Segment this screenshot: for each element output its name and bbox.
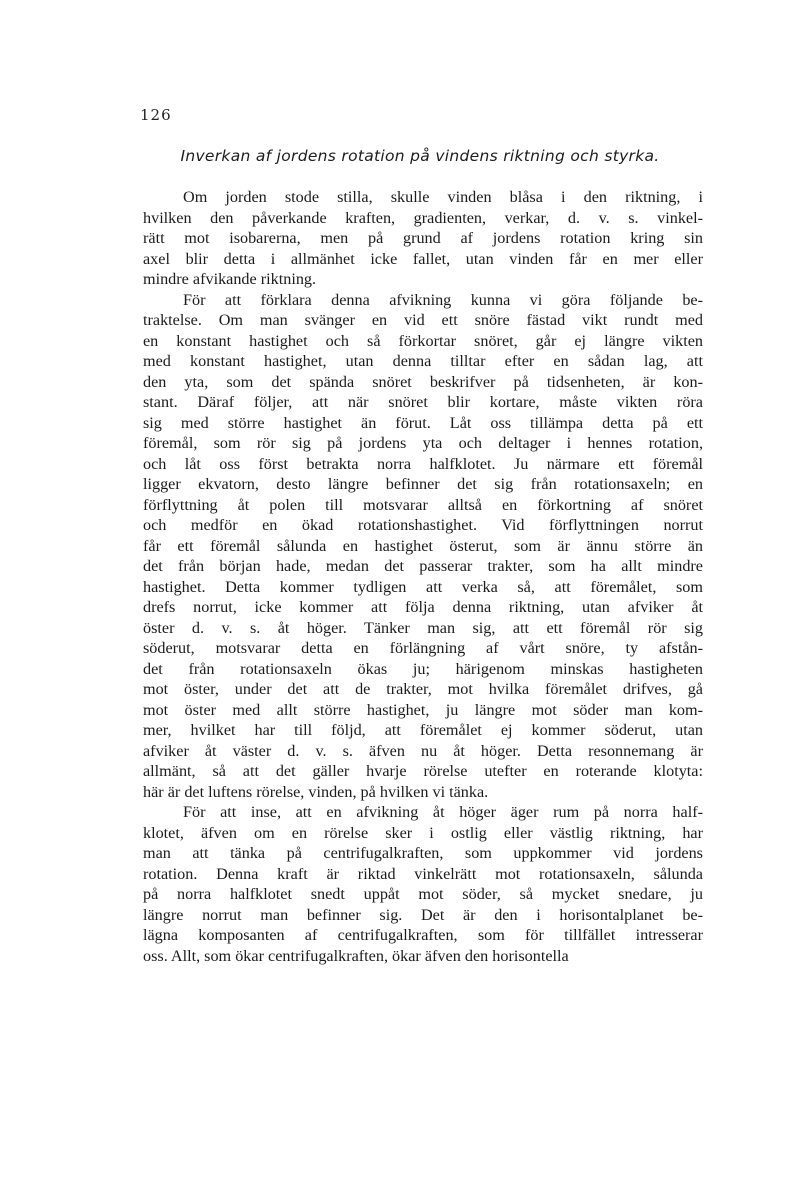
page-number: 126 [140,106,172,124]
text-line: ligger ekvatorn, desto längre befinner det sig från rotationsaxeln; en [143,475,703,493]
text-line: här är det luftens rörelse, vinden, på hvilken vi tänka. [143,782,489,801]
text-line: För att inse, att en afvikning åt höger äger rum på norra half- [183,803,703,821]
text-line: För att förklara denna afvikning kunna vi göra följande be- [183,290,703,309]
text-line: det från början hade, medan det passerar trakter, som ha allt mindre [143,557,703,575]
text-line: hvilken den påverkande kraften, gradienten, verkar, d. v. s. vinkel- [143,208,703,227]
text-line: allmänt, så att det gäller hvarje rörelse utefter en roterande klotyta: [143,762,703,780]
text-line: på norra halfklotet snedt uppåt mot söder, så mycket snedare, ju [143,885,703,903]
text-line: längre norrut man befinner sig. Det är den i horisontalplanet be- [143,905,703,924]
text-line: mer, hvilket har till följd, att föremålet ej kommer söderut, utan [143,721,703,739]
text-line: mindre afvikande riktning. [143,270,317,288]
text-line: mot öster med allt större hastighet, ju längre mot söder man kom- [143,700,703,719]
text-line: och låt oss först betrakta norra halfklotet. Ju närmare ett föremål [143,454,703,473]
text-line: axel blir detta i allmänhet icke fallet, utan vinden får en mer eller [143,249,703,268]
text-line: förflyttning åt polen till motsvarar alltså en förkortning af snöret [143,495,703,514]
text-line: en konstant hastighet och så förkortar snöret, går ej längre vikten [143,331,703,350]
text-line: afviker åt väster d. v. s. äfven nu åt höger. Detta resonnemang är [143,741,703,760]
text-line: det från rotationsaxeln ökas ju; härigenom minskas hastigheten [143,659,703,678]
text-line: öster d. v. s. åt höger. Tänker man sig, att ett föremål rör sig [143,618,703,637]
text-line: och medför en ökad rotationshastighet. Vid förflyttningen norrut [143,516,703,534]
text-line: rotation. Denna kraft är riktad vinkelrätt mot rotationsaxeln, sålunda [143,864,703,883]
text-line: klotet, äfven om en rörelse sker i ostlig eller västlig riktning, har [143,823,703,842]
text-line: rätt mot isobarerna, men på grund af jordens rotation kring sin [143,229,703,247]
text-line: stant. Däraf följer, att när snöret blir kortare, måste vikten röra [143,393,703,411]
text-line: oss. Allt, som ökar centrifugalkraften, ökar äfven den horisontella [143,946,569,965]
text-line: man att tänka på centrifugalkraften, som uppkommer vid jordens [143,844,703,862]
text-line: mot öster, under det att de trakter, mot hvilka föremålet drifves, gå [143,680,703,698]
text-line: söderut, motsvarar detta en förlängning af vårt snöre, ty afstån- [143,639,703,657]
text-line: föremål, som rör sig på jordens yta och deltager i hennes rotation, [143,434,703,452]
text-line: traktelse. Om man svänger en vid ett snöre fästad vikt rundt med [143,311,703,329]
text-line: Om jorden stode stilla, skulle vinden blåsa i den riktning, i [183,188,703,206]
body-text [143,187,703,966]
text-line: får ett föremål sålunda en hastighet österut, som är ännu större än [143,536,703,555]
text-line: hastighet. Detta kommer tydligen att verka så, att föremålet, som [143,577,703,596]
text-line: sig med större hastighet än förut. Låt oss tillämpa detta på ett [143,413,703,432]
text-line: lägna komposanten af centrifugalkraften, som för tillfället intresserar [143,926,703,944]
section-heading: Inverkan af jordens rotation på vindens riktning och styrka. [180,147,660,165]
text-line: drefs norrut, icke kommer att följa denna riktning, utan afviker åt [143,598,703,616]
text-line: den yta, som det spända snöret beskrifver på tidsenheten, är kon- [143,372,703,391]
text-line: med konstant hastighet, utan denna tilltar efter en sådan lag, att [143,352,703,370]
